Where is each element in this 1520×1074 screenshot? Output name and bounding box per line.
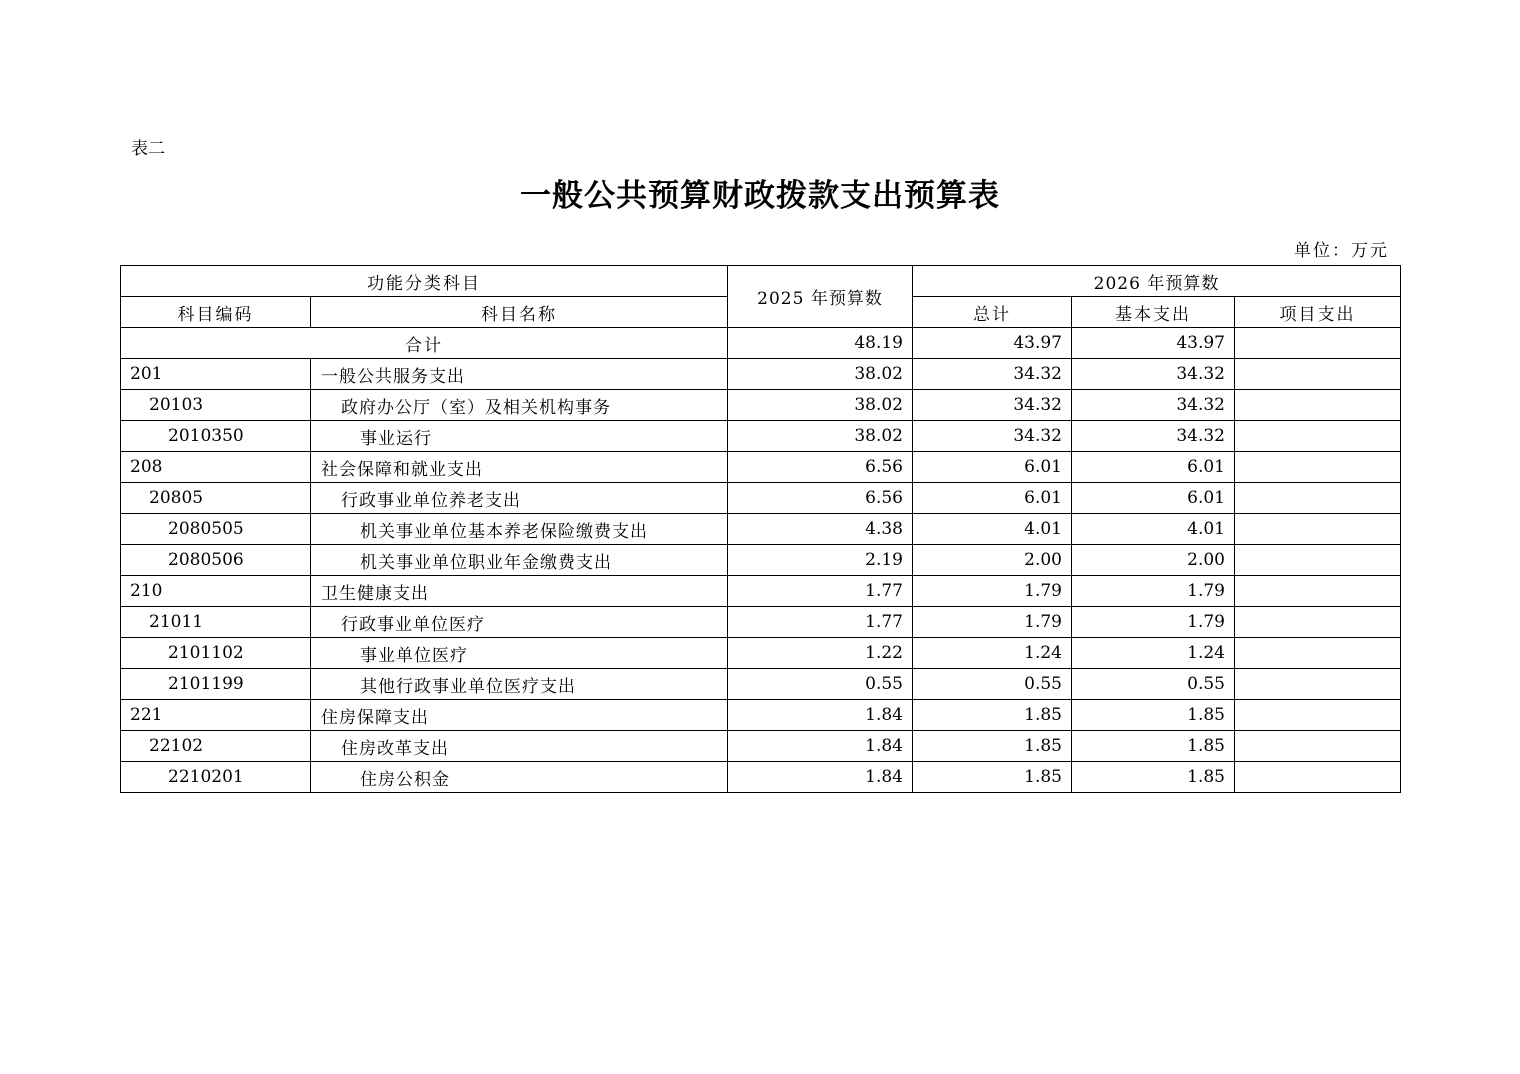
basic-cell: 2.00 [1072,545,1235,576]
project-cell [1235,359,1401,390]
budget-2025-cell: 38.02 [728,390,913,421]
table-row [121,390,1401,421]
table-row [121,452,1401,483]
basic-cell: 4.01 [1072,514,1235,545]
total-cell: 6.01 [913,452,1072,483]
subject-code-cell: 20805 [121,483,311,514]
budget-2025-cell: 1.77 [728,576,913,607]
subject-code-cell: 221 [121,700,311,731]
total-cell: 1.79 [913,576,1072,607]
header-functional-category: 功能分类科目 [121,266,728,297]
subject-code-cell: 22102 [121,731,311,762]
basic-cell: 1.85 [1072,762,1235,793]
table-label: 表二 [131,139,165,159]
budget-2025-cell: 1.84 [728,762,913,793]
summary-total: 43.97 [913,328,1072,359]
page-title: 一般公共预算财政拨款支出预算表 [520,178,1000,214]
subject-code-cell: 2080505 [121,514,311,545]
table-row [121,638,1401,669]
table-row [121,731,1401,762]
budget-2025-cell: 2.19 [728,545,913,576]
total-cell: 1.85 [913,731,1072,762]
project-cell [1235,607,1401,638]
subject-name-cell: 机关事业单位基本养老保险缴费支出 [311,514,728,545]
table-row [121,421,1401,452]
header-budget-2025: 2025 年预算数 [728,266,913,328]
table-row [121,762,1401,793]
budget-2025-cell: 0.55 [728,669,913,700]
table-row [121,359,1401,390]
project-cell [1235,762,1401,793]
header-basic-expenditure: 基本支出 [1072,297,1235,328]
budget-2025-cell: 1.77 [728,607,913,638]
budget-2025-cell: 38.02 [728,421,913,452]
basic-cell: 1.85 [1072,700,1235,731]
subject-name-cell: 住房改革支出 [311,731,728,762]
subject-name-cell: 行政事业单位养老支出 [311,483,728,514]
total-cell: 0.55 [913,669,1072,700]
total-cell: 1.85 [913,762,1072,793]
summary-project [1235,328,1401,359]
basic-cell: 34.32 [1072,359,1235,390]
subject-code-cell: 210 [121,576,311,607]
basic-cell: 1.79 [1072,576,1235,607]
total-cell: 2.00 [913,545,1072,576]
summary-basic: 43.97 [1072,328,1235,359]
subject-name-cell: 事业单位医疗 [311,638,728,669]
header-project-expenditure: 项目支出 [1235,297,1401,328]
project-cell [1235,452,1401,483]
subject-code-cell: 2010350 [121,421,311,452]
subject-name-cell: 社会保障和就业支出 [311,452,728,483]
basic-cell: 1.85 [1072,731,1235,762]
subject-code-cell: 2101199 [121,669,311,700]
project-cell [1235,483,1401,514]
table-row [121,545,1401,576]
subject-name-cell: 其他行政事业单位医疗支出 [311,669,728,700]
subject-code-cell: 208 [121,452,311,483]
project-cell [1235,421,1401,452]
subject-code-cell: 21011 [121,607,311,638]
budget-2025-cell: 6.56 [728,483,913,514]
basic-cell: 6.01 [1072,452,1235,483]
project-cell [1235,545,1401,576]
subject-name-cell: 行政事业单位医疗 [311,607,728,638]
project-cell [1235,390,1401,421]
budget-2025-cell: 38.02 [728,359,913,390]
total-cell: 4.01 [913,514,1072,545]
project-cell [1235,514,1401,545]
summary-label: 合计 [121,328,728,359]
project-cell [1235,731,1401,762]
basic-cell: 1.79 [1072,607,1235,638]
subject-name-cell: 政府办公厅（室）及相关机构事务 [311,390,728,421]
total-cell: 1.85 [913,700,1072,731]
budget-2025-cell: 6.56 [728,452,913,483]
header-subject-name: 科目名称 [311,297,728,328]
unit-label: 单位：万元 [1294,241,1389,261]
budget-2025-cell: 1.84 [728,700,913,731]
table-body [121,328,1401,793]
budget-2025-cell: 4.38 [728,514,913,545]
total-cell: 1.24 [913,638,1072,669]
table-row [121,669,1401,700]
subject-name-cell: 住房保障支出 [311,700,728,731]
budget-2025-cell: 1.84 [728,731,913,762]
project-cell [1235,700,1401,731]
subject-code-cell: 201 [121,359,311,390]
basic-cell: 6.01 [1072,483,1235,514]
table-row [121,514,1401,545]
table-row [121,607,1401,638]
table-row [121,576,1401,607]
subject-name-cell: 住房公积金 [311,762,728,793]
project-cell [1235,576,1401,607]
project-cell [1235,669,1401,700]
subject-code-cell: 2210201 [121,762,311,793]
subject-name-cell: 一般公共服务支出 [311,359,728,390]
total-cell: 6.01 [913,483,1072,514]
basic-cell: 1.24 [1072,638,1235,669]
budget-2025-cell: 1.22 [728,638,913,669]
table-row [121,483,1401,514]
header-budget-2026: 2026 年预算数 [913,266,1401,297]
summary-row [121,328,1401,359]
subject-code-cell: 2101102 [121,638,311,669]
summary-budget-2025: 48.19 [728,328,913,359]
header-subject-code: 科目编码 [121,297,311,328]
subject-name-cell: 事业运行 [311,421,728,452]
subject-code-cell: 20103 [121,390,311,421]
project-cell [1235,638,1401,669]
subject-code-cell: 2080506 [121,545,311,576]
table-header [121,266,1401,328]
total-cell: 34.32 [913,359,1072,390]
subject-name-cell: 卫生健康支出 [311,576,728,607]
table-row [121,700,1401,731]
budget-table [120,265,1401,793]
subject-name-cell: 机关事业单位职业年金缴费支出 [311,545,728,576]
basic-cell: 0.55 [1072,669,1235,700]
total-cell: 1.79 [913,607,1072,638]
total-cell: 34.32 [913,421,1072,452]
header-total: 总计 [913,297,1072,328]
basic-cell: 34.32 [1072,421,1235,452]
total-cell: 34.32 [913,390,1072,421]
basic-cell: 34.32 [1072,390,1235,421]
